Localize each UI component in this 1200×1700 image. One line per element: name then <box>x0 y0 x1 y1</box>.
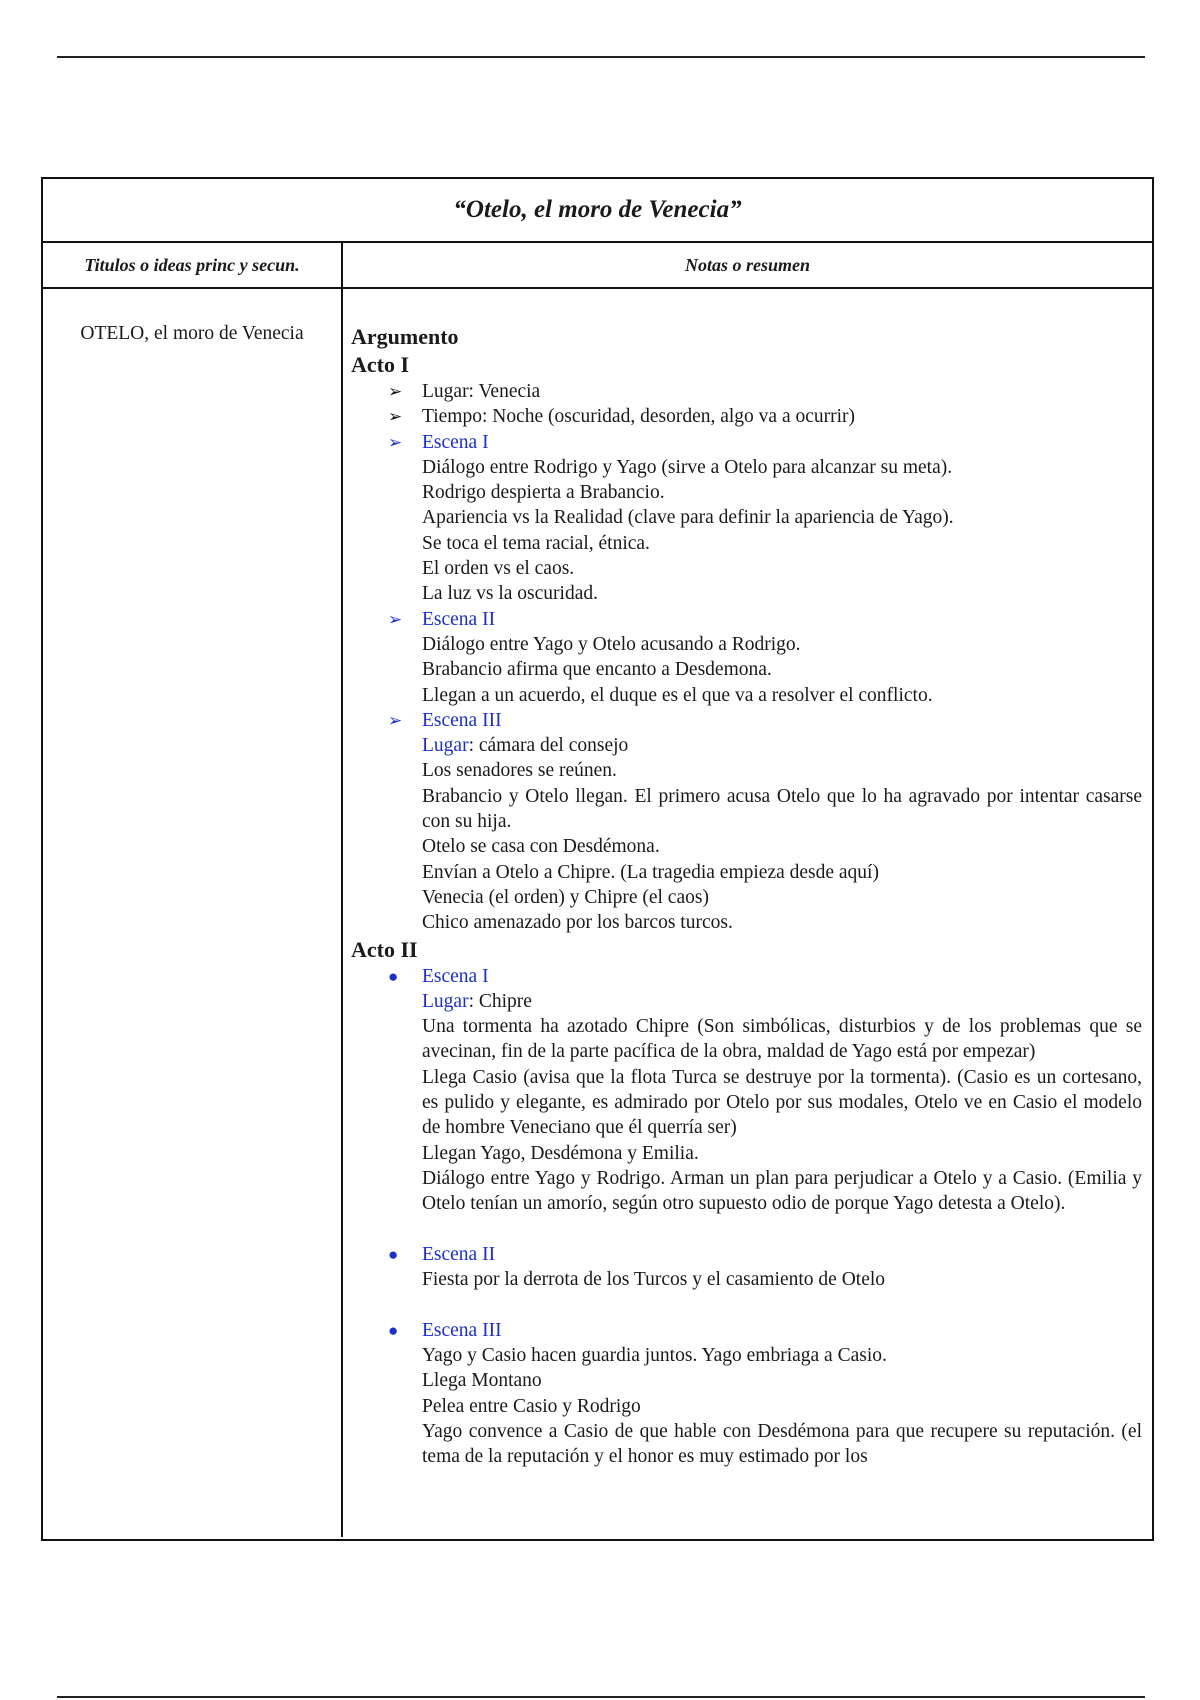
escena-title: Escena II <box>422 608 496 630</box>
note-paragraph: Yago convence a Casio de que hable con Desdémona para que recupere su reputación. (el tema de la reputación y el honor es muy estimado por los <box>422 1420 1142 1468</box>
note-line: Se toca el tema racial, étnica. <box>422 532 650 554</box>
acto2-list <box>388 964 1142 1470</box>
acto2-escena3 <box>388 1318 1142 1470</box>
dot-bullet-icon: ● <box>388 1320 399 1340</box>
note-line: Venecia (el orden) y Chipre (el caos) <box>422 886 709 908</box>
note-line: Rodrigo despierta a Brabancio. <box>422 482 665 504</box>
arrow-bullet-icon: ➢ <box>388 432 403 452</box>
acto1-lugar: Lugar: Venecia <box>422 381 541 402</box>
arrow-bullet-icon: ➢ <box>388 710 403 730</box>
note-line: Brabancio afirma que encanto a Desdemona. <box>422 659 772 681</box>
escena-title: Escena I <box>422 965 489 987</box>
topic-cell <box>43 289 343 1537</box>
note-line: Pelea entre Casio y Rodrigo <box>422 1395 641 1417</box>
arrow-bullet-icon: ➢ <box>388 407 403 427</box>
list-item <box>388 379 1142 404</box>
notes-table <box>41 177 1154 1541</box>
acto1-escena1 <box>388 430 1142 607</box>
table-title: “Otelo, el moro de Venecia” <box>43 179 1152 243</box>
note-line: Otelo se casa con Desdémona. <box>422 836 660 858</box>
right-column-header: Notas o resumen <box>684 254 810 275</box>
left-column-header: Titulos o ideas princ y secun. <box>43 243 343 287</box>
note-line: Chico amenazado por los barcos turcos. <box>422 912 733 934</box>
note-line: Envían a Otelo a Chipre. (La tragedia empieza desde aquí) <box>422 861 879 883</box>
acto1-escena3 <box>388 708 1142 936</box>
lugar-value: : cámara del consejo <box>468 735 629 757</box>
note-line: El orden vs el caos. <box>422 558 575 580</box>
footer-rule <box>57 1696 1145 1698</box>
lugar-line <box>422 989 1142 1014</box>
note-paragraph: Llega Casio (avisa que la flota Turca se destruye por la tormenta). (Casio es un cortesano, es pulido y elegante, es admirado por Otelo por sus modales, Otelo ve en Casio el modelo de hombre Veneciano que él querría ser) <box>422 1066 1142 1139</box>
note-line: Llega Montano <box>422 1370 542 1392</box>
note-line: Diálogo entre Rodrigo y Yago (sirve a Otelo para alcanzar su meta). <box>422 456 953 478</box>
note-line: Brabancio y Otelo llegan. El primero acusa Otelo que lo ha agravado por intentar casarse con su hija. <box>422 785 1142 833</box>
note-line: Llegan a un acuerdo, el duque es el que va a resolver el conflicto. <box>422 684 933 706</box>
escena-title: Escena III <box>422 1319 502 1341</box>
note-paragraph: Diálogo entre Yago y Rodrigo. Arman un plan para perjudicar a Otelo y a Casio. (Emilia y Otelo tenían un amorío, según otro supuesto odio de porque Yago detesta a Otelo). <box>422 1167 1142 1215</box>
escena-title: Escena II <box>422 1243 496 1265</box>
note-line: Apariencia vs la Realidad (clave para definir la apariencia de Yago). <box>422 507 954 529</box>
dot-bullet-icon: ● <box>388 1244 399 1264</box>
note-line: Diálogo entre Yago y Otelo acusando a Rodrigo. <box>422 633 801 655</box>
note-line: Fiesta por la derrota de los Turcos y el casamiento de Otelo <box>422 1269 886 1291</box>
lugar-label: Lugar <box>422 990 469 1012</box>
note-paragraph: Una tormenta ha azotado Chipre (Son simbólicas, disturbios y de los problemas que se avecinan, fin de la parte pacífica de la obra, maldad de Yago está por empezar) <box>422 1016 1142 1063</box>
acto2-escena1 <box>388 964 1142 1242</box>
list-item <box>388 404 1142 429</box>
acto1-heading: Acto I <box>351 352 410 377</box>
column-header-row <box>43 243 1152 289</box>
acto1-tiempo: Tiempo: Noche (oscuridad, desorden, algo va a ocurrir) <box>422 406 856 428</box>
note-line: Yago y Casio hacen guardia juntos. Yago embriaga a Casio. <box>422 1344 887 1366</box>
note-line: Llegan Yago, Desdémona y Emilia. <box>422 1142 699 1164</box>
note-line: Los senadores se reúnen. <box>422 760 617 782</box>
lugar-label: Lugar <box>422 735 469 757</box>
acto1-escena2 <box>388 607 1142 708</box>
acto1-list <box>388 379 1142 936</box>
table-body-row <box>43 289 1152 1537</box>
acto2-heading: Acto II <box>351 936 418 962</box>
lugar-value: : Chipre <box>468 990 532 1012</box>
arrow-bullet-icon: ➢ <box>388 382 403 401</box>
lugar-line <box>422 733 1142 758</box>
topic-text: OTELO, el moro de Venecia <box>80 323 304 344</box>
dot-bullet-icon: ● <box>388 966 399 986</box>
acto2-escena2 <box>388 1242 1142 1318</box>
argumento-heading: Argumento <box>351 324 459 349</box>
notes-cell <box>343 289 1152 1537</box>
arrow-bullet-icon: ➢ <box>388 609 403 629</box>
note-line: La luz vs la oscuridad. <box>422 583 598 605</box>
escena-title: Escena I <box>422 431 489 453</box>
header-rule <box>57 56 1145 58</box>
escena-title: Escena III <box>422 709 502 731</box>
